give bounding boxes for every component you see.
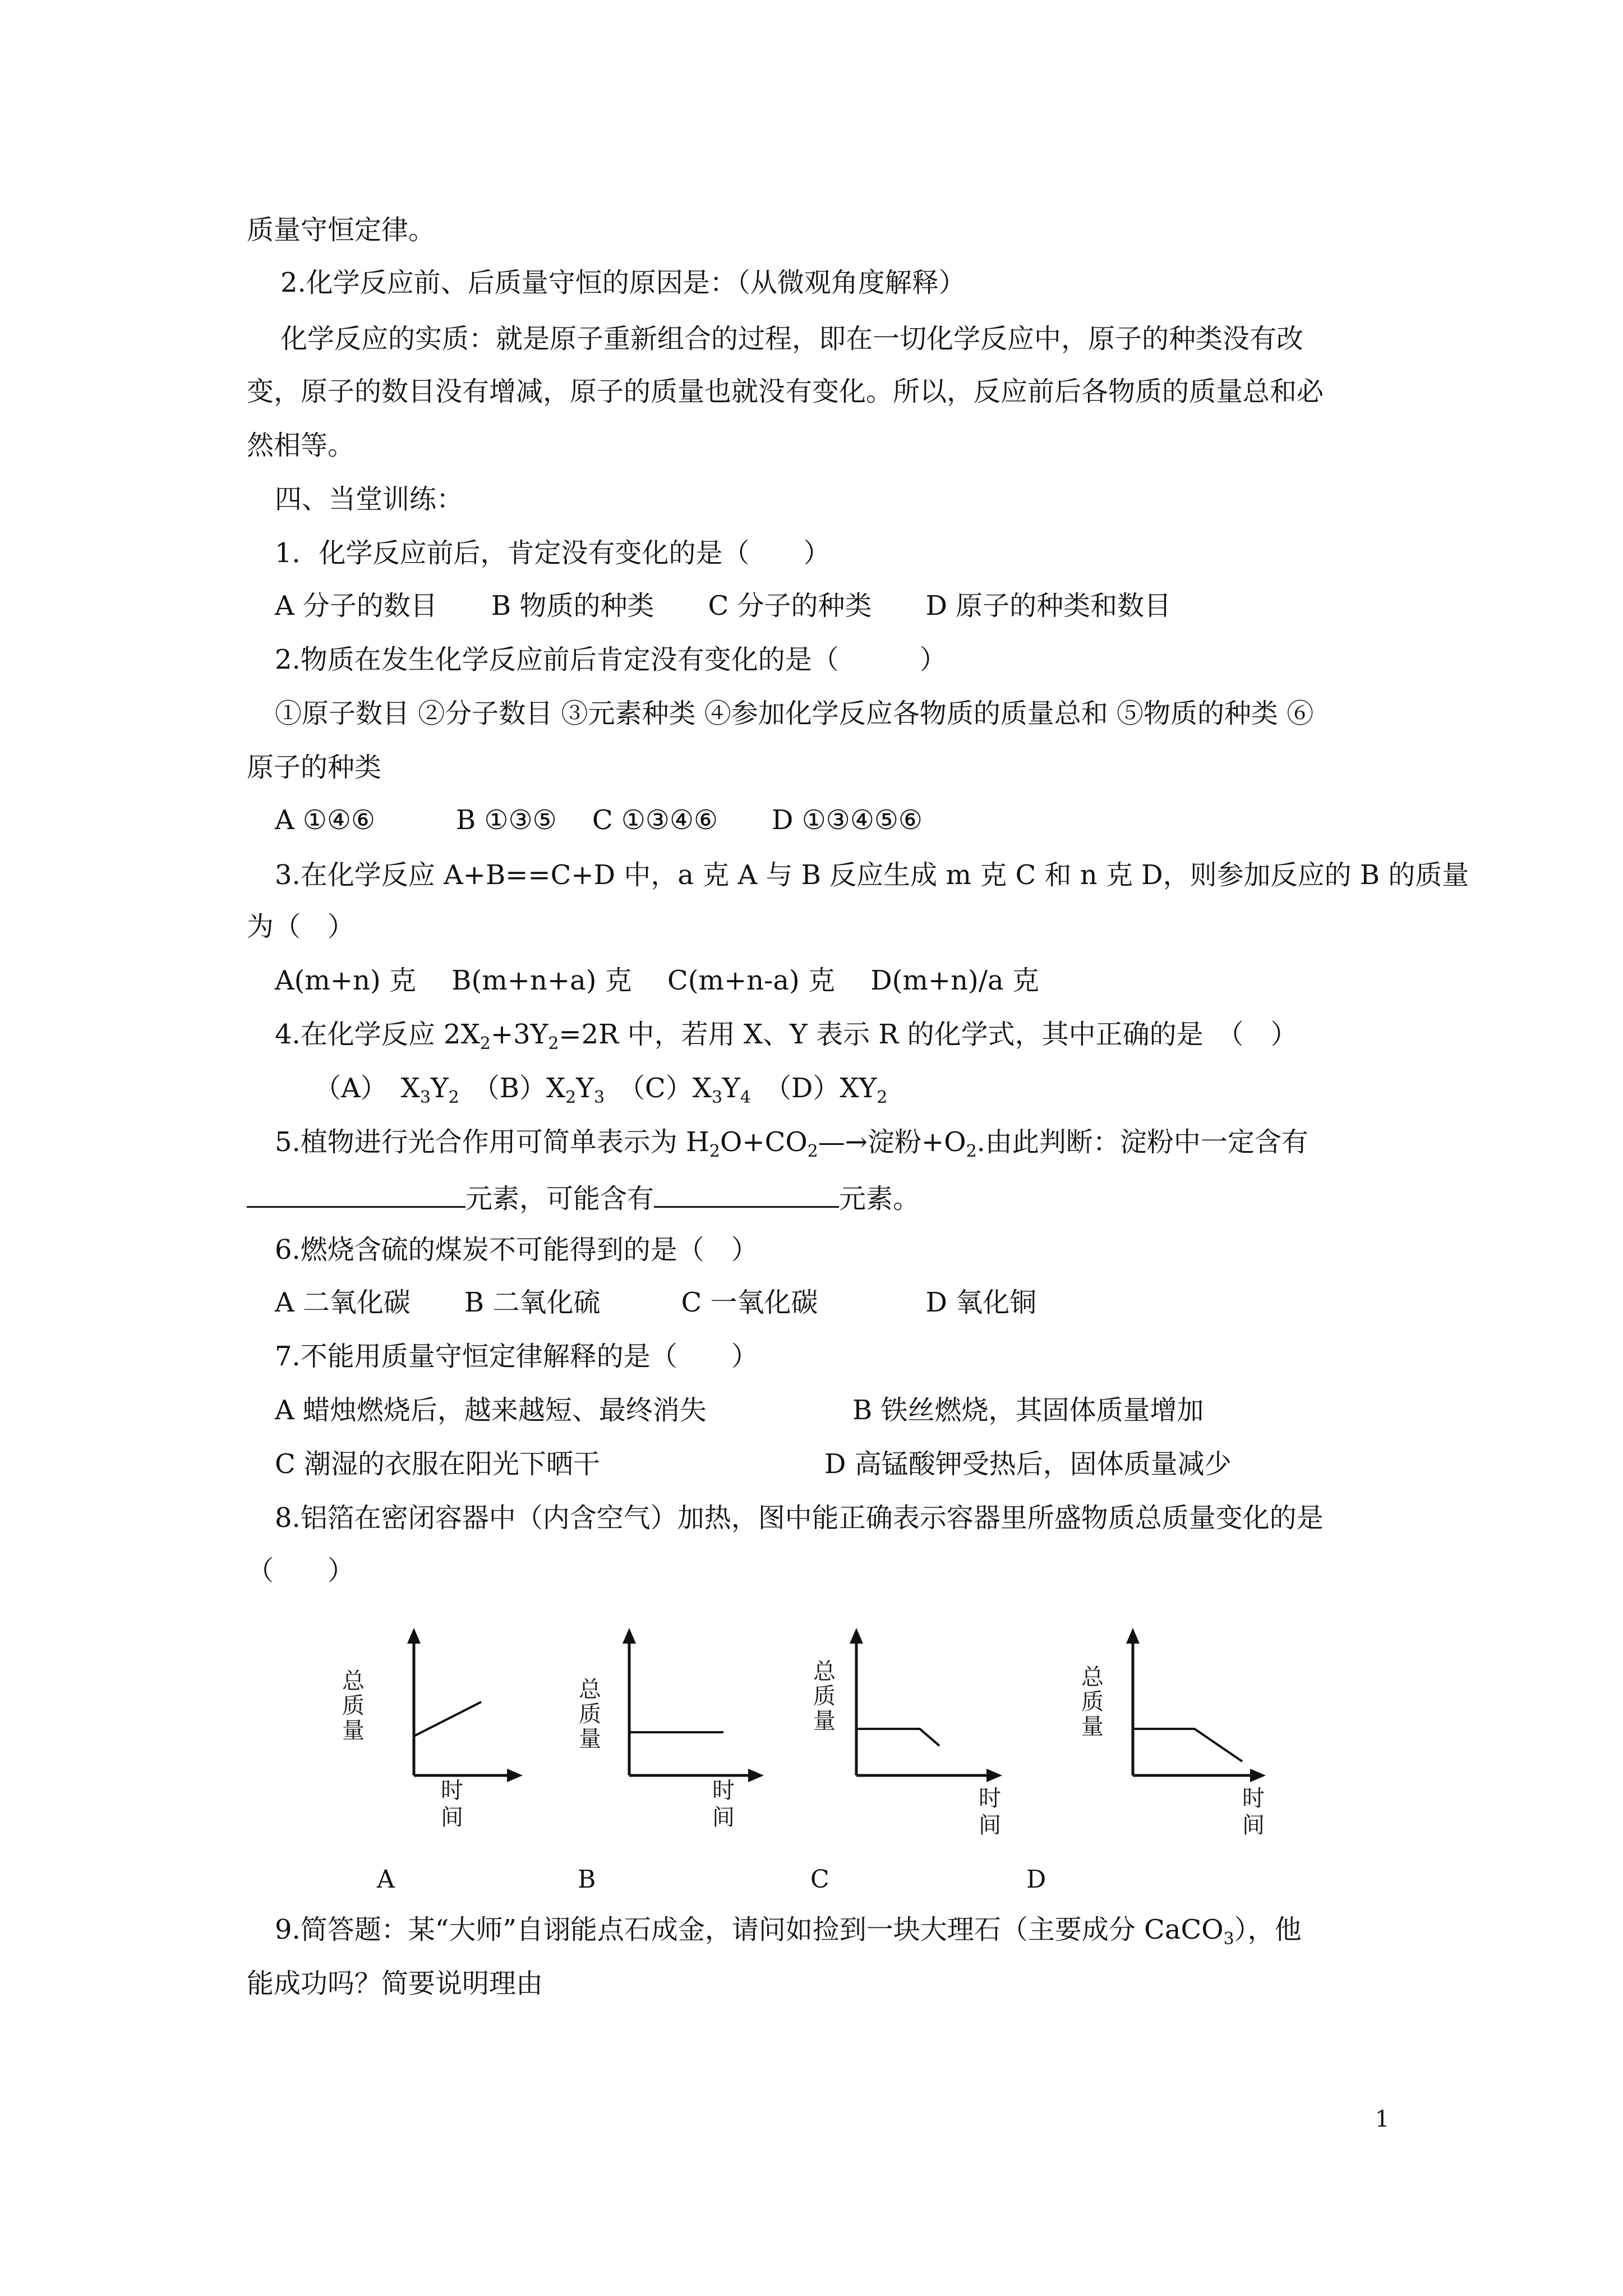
question-7-option-a: A 蜡烛燃烧后，越来越短、最终消失 (275, 1395, 707, 1426)
text-line: 变，原子的数目没有增减，原子的质量也就没有变化。所以，反应前后各物质的质量总和必 (247, 376, 1324, 407)
question-9-cont: 能成功吗？简要说明理由 (247, 1968, 543, 1999)
question-2: 2.物质在发生化学反应前后肯定没有变化的是（ ） (275, 644, 947, 675)
section-heading: 四、当堂训练： (275, 484, 464, 515)
question-3: 3.在化学反应 A+B==C+D 中，a 克 A 与 B 反应生成 m 克 C 和 n 克 D，则参加反应的 B 的质量 (275, 859, 1469, 891)
question-8: 8.铝箔在密闭容器中（内含空气）加热，图中能正确表示容器里所盛物质总质量变化的是 (275, 1502, 1324, 1534)
x-axis-label: 时间 (712, 1778, 735, 1830)
question-3-cont: 为（ ） (247, 911, 355, 942)
page-number: 1 (1375, 2106, 1390, 2132)
question-7-option-b: B 铁丝燃烧，其固体质量增加 (852, 1395, 1204, 1426)
question-4-options: （A） $X_3Y_2$ $(B)X_2Y_3$ $(C)X_3Y_4$ $(D)XY_2$ (314, 1073, 888, 1107)
y-axis-label: 总 质 量 (813, 1659, 836, 1734)
question-6-options: A 二氧化碳 B 二氧化硫 C 一氧化碳 D 氧化铜 (275, 1287, 1037, 1318)
question-9: 9.简答题：某“大师”自诩能点石成金，请问如捡到一块大理石（主要成分 CaCO$_3$），他 (275, 1914, 1302, 1949)
question-2-items-cont: 原子的种类 (247, 752, 382, 783)
y-axis-label: 总 质 量 (579, 1677, 601, 1752)
y-axis-label: 总 质 量 (1081, 1664, 1104, 1740)
question-4: 4.在化学反应 $2X_2+3Y_2=2R$ 中，若用 X、Y 表示 R 的化学式，其中正确的是 （ ） (275, 1019, 1298, 1053)
question-8-cont: （ ） (247, 1555, 355, 1586)
graph-option-c: C (810, 1865, 829, 1894)
question-6: 6.燃烧含硫的煤炭不可能得到的是（ ） (275, 1234, 758, 1266)
question-3-options: A(m+n) 克 B(m+n+a) 克 C(m+n-a) 克 D(m+n)/a 克 (275, 965, 1039, 996)
question-7-option-d: D 高锰酸钾受热后，固体质量减少 (824, 1448, 1232, 1480)
question-1: 1．化学反应前后，肯定没有变化的是（ ） (275, 537, 831, 569)
graph-option-b: B (578, 1865, 596, 1894)
question-1-options: A 分子的数目 B 物质的种类 C 分子的种类 D 原子的种类和数目 (275, 590, 1172, 622)
question-5: 5.植物进行光合作用可简单表示为 $H_2O+CO_2—\to$淀粉$+O_2$.由此判断：淀粉中一定含有 (275, 1126, 1308, 1161)
y-axis-label: 总 质 量 (342, 1668, 365, 1743)
x-axis-label: 时间 (1242, 1786, 1265, 1838)
question-7-option-c: C 潮湿的衣服在阳光下晒干 (275, 1448, 600, 1480)
text-line: 质量守恒定律。 (247, 214, 436, 246)
question-2-items: ①原子数目 ②分子数目 ③元素种类 ④参加化学反应各物质的质量总和 ⑤物质的种类 ⑥ (275, 698, 1314, 729)
question-7: 7.不能用质量守恒定律解释的是（ ） (275, 1341, 758, 1372)
graph-option-d: D (1026, 1865, 1046, 1894)
x-axis-label: 时间 (441, 1778, 463, 1830)
text-line: 2.化学反应前、后质量守恒的原因是：（从微观角度解释） (280, 267, 966, 298)
text-line: 化学反应的实质：就是原子重新组合的过程，即在一切化学反应中，原子的种类没有改 (280, 323, 1304, 355)
question-2-options: A ①④⑥ B ①③⑤ C ①③④⑥ D ①③④⑤⑥ (275, 804, 923, 836)
graph-option-a: A (377, 1865, 395, 1894)
text-line: 然相等。 (247, 430, 355, 461)
x-axis-label: 时间 (979, 1786, 1001, 1838)
question-5-cont: 元素，可能含有 元素。 (247, 1179, 920, 1216)
